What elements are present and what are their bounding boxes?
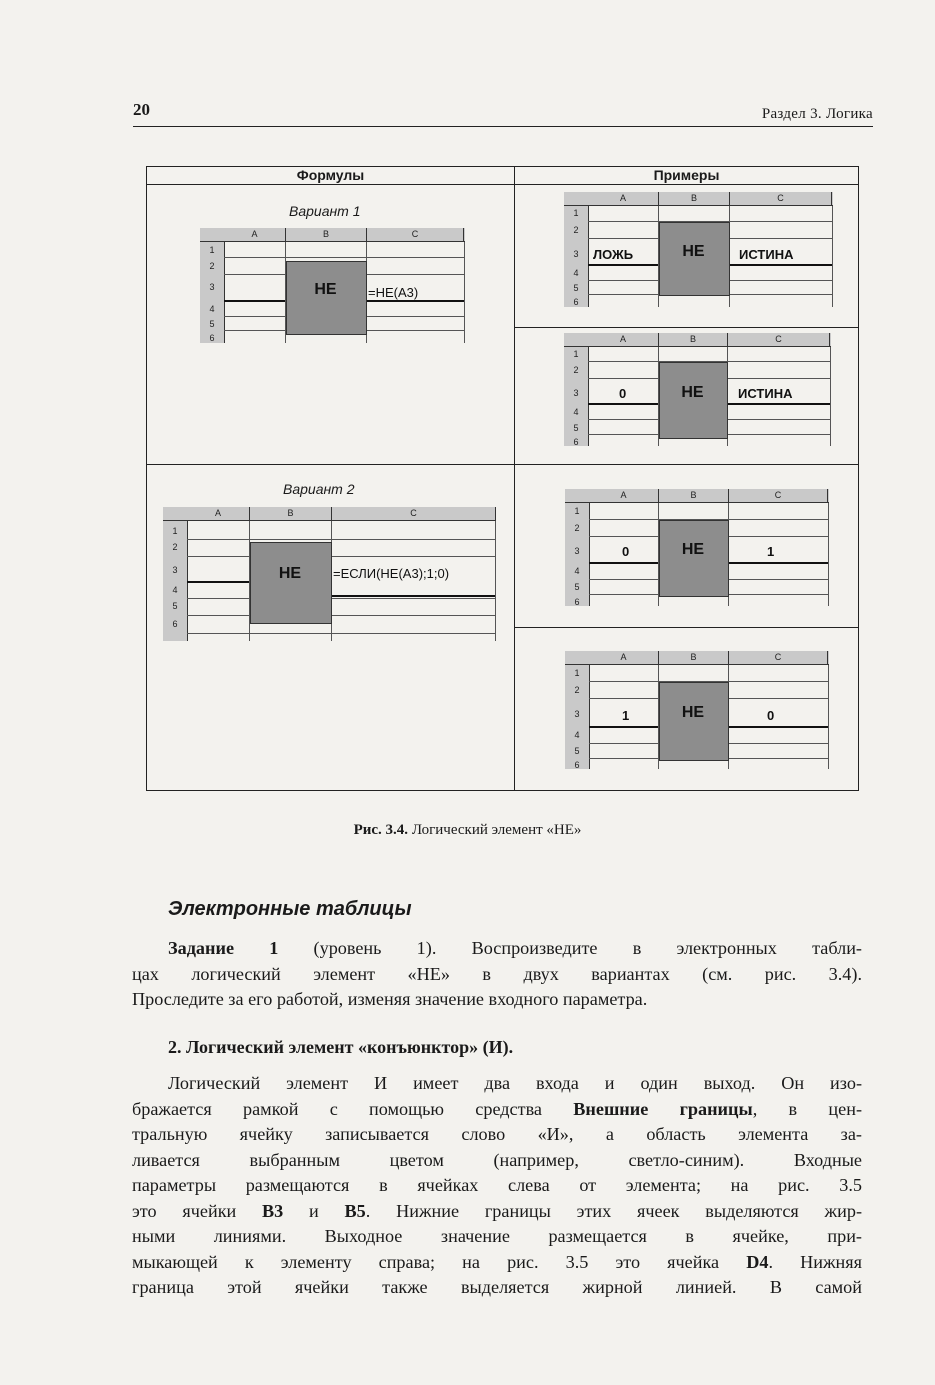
- grid-line: [187, 633, 496, 634]
- input-cell: 0: [622, 544, 630, 559]
- row-number: 5: [209, 319, 215, 329]
- examples-column-heading: Примеры: [653, 167, 720, 183]
- row-number: 2: [574, 685, 580, 695]
- row-number: 4: [574, 730, 580, 740]
- output-bold-border: [729, 562, 828, 564]
- row-number: 2: [573, 225, 579, 235]
- text-segment: . Нижняя: [768, 1251, 862, 1272]
- grid-line: [187, 615, 496, 616]
- row-number: 2: [573, 365, 579, 375]
- row-number: 3: [209, 282, 215, 292]
- gate-label: НЕ: [314, 281, 337, 298]
- column-header-a: A: [588, 192, 659, 205]
- figure-row-divider: [147, 464, 858, 465]
- row-number: 4: [209, 304, 215, 314]
- input-bold-border: [589, 562, 658, 564]
- grid-line: [187, 598, 496, 599]
- row-number: 3: [573, 249, 579, 259]
- gate-label: НЕ: [278, 565, 302, 582]
- row-number: 6: [172, 619, 178, 629]
- text-segment: это ячейки: [132, 1200, 263, 1221]
- grid-line: [832, 206, 833, 307]
- column-header-c: C: [729, 651, 828, 664]
- text-line: Логический элемент И имеет два входа и один выход. Он изо-: [168, 1073, 862, 1093]
- row-number: 5: [574, 582, 580, 592]
- output-bold-border: [367, 300, 464, 302]
- text-line: параметры размещаются в ячейках слева от элемента; на рис. 3.5: [132, 1175, 862, 1195]
- variant-2-title: Вариант 2: [283, 481, 355, 497]
- examples-divider-3: [514, 627, 858, 628]
- emphasis: D4: [746, 1251, 769, 1272]
- text-line: тральную ячейку записывается слово «И», а область элемента за-: [132, 1124, 862, 1144]
- grid-line: [828, 665, 829, 769]
- emphasis: Внешние границы: [573, 1098, 753, 1119]
- figure-header-divider: [147, 184, 858, 185]
- grid-line: [224, 257, 465, 258]
- column-header-c: C: [728, 333, 830, 346]
- column-header-c: C: [332, 507, 496, 520]
- caption-label: Рис. 3.4.: [353, 822, 409, 838]
- body-paragraph: [132, 1071, 862, 1301]
- row-number: 6: [573, 297, 579, 307]
- row-number: 3: [574, 709, 580, 719]
- grid-line: [187, 556, 496, 557]
- text-line: ливается выбранным цветом (например, светло-синим). Входные: [132, 1149, 862, 1170]
- variant-1-sheet: [200, 228, 465, 343]
- section-heading: Электронные таблицы: [168, 898, 412, 920]
- column-header-a: A: [224, 228, 286, 241]
- text-segment: . Нижние границы этих ячеек выделяются жир-: [365, 1200, 863, 1221]
- example-4-sheet: [565, 651, 829, 769]
- figure-column-divider: [514, 167, 515, 790]
- row-number: 1: [573, 208, 579, 218]
- row-number: 4: [574, 566, 580, 576]
- row-number: 4: [573, 268, 579, 278]
- row-number: 1: [574, 506, 580, 516]
- variant-1-title: Вариант 1: [289, 203, 361, 219]
- text-segment: мыкающей к элементу справа; на рис. 3.5 это ячейка: [132, 1251, 747, 1272]
- row-number: 5: [573, 423, 579, 433]
- output-cell: 1: [767, 544, 775, 559]
- running-head: Раздел 3. Логика: [761, 106, 873, 122]
- row-number: 6: [574, 597, 580, 607]
- text-line: цах логический элемент «НЕ» в двух вариантах (см. рис. 3.4).: [132, 963, 862, 984]
- text-line: [132, 1250, 862, 1276]
- grid-line: [495, 521, 496, 641]
- row-number: 2: [172, 542, 178, 552]
- output-cell: ИСТИНА: [738, 386, 793, 401]
- input-cell: 0: [619, 386, 627, 401]
- gate-label: НЕ: [681, 704, 705, 721]
- text-line: [132, 1097, 862, 1123]
- text-segment: и: [283, 1200, 345, 1221]
- examples-divider-1: [514, 327, 858, 328]
- row-number: 1: [209, 245, 215, 255]
- row-number: 3: [574, 546, 580, 556]
- input-bold-border: [588, 403, 658, 405]
- text-line: граница этой ячейки также выделяется жирной линией. В самой: [132, 1277, 862, 1297]
- grid-line: [830, 347, 831, 446]
- text-line: [132, 1199, 862, 1225]
- column-header-c: C: [729, 489, 828, 502]
- row-number: 2: [209, 261, 215, 271]
- output-bold-border: [728, 403, 830, 405]
- row-number: 4: [172, 585, 178, 595]
- emphasis: B5: [344, 1200, 366, 1221]
- row-number: 6: [209, 333, 215, 343]
- caption-text: Логический элемент «НЕ»: [411, 822, 582, 838]
- example-3-sheet: [565, 489, 829, 606]
- gate-label: НЕ: [681, 384, 704, 401]
- column-header-a: A: [589, 489, 659, 502]
- subsection-heading: 2. Логический элемент «конъюнктор» (И).: [168, 1037, 514, 1057]
- row-number: 3: [573, 388, 579, 398]
- column-header-b: B: [659, 333, 728, 346]
- row-number: 1: [172, 526, 178, 536]
- formula-cell: =ЕСЛИ(НЕ(A3);1;0): [333, 566, 450, 581]
- column-header-b: B: [250, 507, 332, 520]
- output-cell: 0: [767, 708, 775, 723]
- example-2-sheet: [564, 333, 831, 446]
- input-bold-border: [588, 264, 658, 266]
- row-number: 6: [573, 437, 579, 447]
- input-cell: ЛОЖЬ: [593, 247, 634, 262]
- input-bold-border: [589, 726, 658, 728]
- row-number: 2: [574, 523, 580, 533]
- column-header-b: B: [659, 192, 730, 205]
- page-number: 20: [133, 100, 150, 119]
- gate-label: НЕ: [681, 541, 705, 558]
- row-number: 6: [574, 760, 580, 770]
- text-line: ными линиями. Выходное значение размещается в ячейке, при-: [132, 1226, 862, 1246]
- header-rule: [133, 126, 873, 127]
- not-gate-cell: [250, 542, 332, 624]
- output-bold-border: [729, 726, 828, 728]
- text-segment: (уровень 1). Воспроизведите в электронных табли-: [278, 938, 862, 958]
- task-label: Задание 1: [168, 938, 279, 958]
- text-segment: , в цен-: [752, 1098, 862, 1119]
- row-number: 5: [574, 746, 580, 756]
- output-bold-border: [730, 264, 832, 266]
- example-1-sheet: [564, 192, 833, 307]
- figure-3-4: [146, 166, 859, 791]
- row-number: 3: [172, 565, 178, 575]
- grid-line: [828, 503, 829, 606]
- row-number: 4: [573, 407, 579, 417]
- grid-line: [464, 242, 465, 343]
- input-bold-border: [224, 300, 285, 302]
- column-header-b: B: [286, 228, 367, 241]
- row-number: 1: [574, 668, 580, 678]
- figure-caption: [0, 822, 935, 839]
- row-number: 1: [573, 349, 579, 359]
- task-1-paragraph: [132, 936, 862, 1013]
- row-number: 5: [573, 283, 579, 293]
- column-header-c: C: [730, 192, 832, 205]
- text-line: Проследите за его работой, изменяя значение входного параметра.: [132, 989, 648, 1009]
- input-cell: 1: [622, 708, 630, 723]
- output-bold-border: [332, 595, 495, 597]
- formulas-column-heading: Формулы: [296, 167, 365, 183]
- input-bold-border: [187, 581, 249, 583]
- gate-label: НЕ: [682, 243, 705, 260]
- text-line: [132, 936, 862, 962]
- variant-2-sheet: [163, 507, 496, 641]
- text-segment: бражается рамкой с помощью средства: [132, 1098, 574, 1119]
- output-cell: ИСТИНА: [739, 247, 794, 262]
- emphasis: B3: [262, 1200, 284, 1221]
- column-header-a: A: [588, 333, 659, 346]
- grid-line: [187, 539, 496, 540]
- column-header-b: B: [659, 651, 729, 664]
- formula-cell: =НЕ(A3): [368, 285, 419, 300]
- row-number: 5: [172, 601, 178, 611]
- column-header-b: B: [659, 489, 729, 502]
- column-header-a: A: [187, 507, 250, 520]
- column-header-c: C: [367, 228, 464, 241]
- column-header-a: A: [589, 651, 659, 664]
